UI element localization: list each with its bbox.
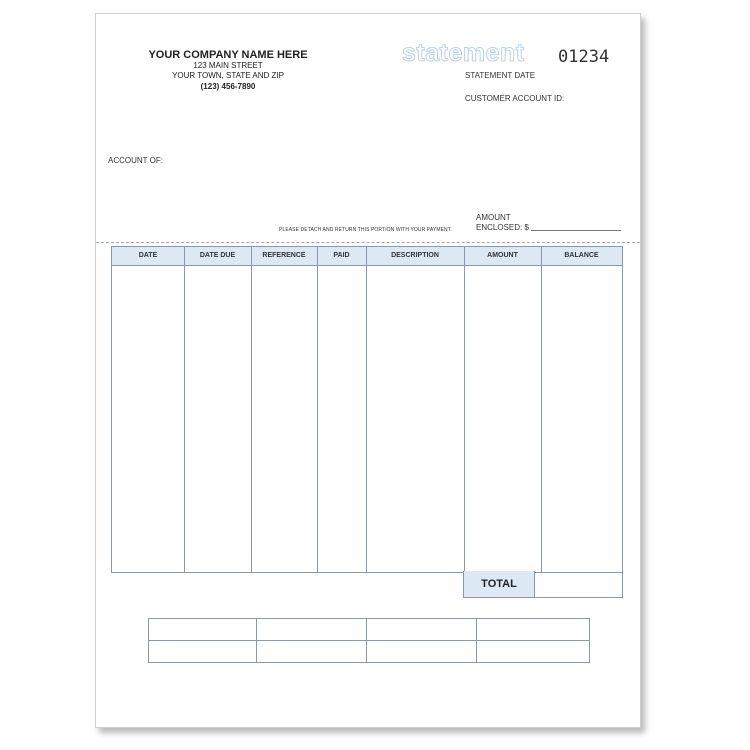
amount-enclosed-line [531, 230, 621, 231]
col-description: DESCRIPTION [391, 252, 439, 259]
col-date-due: DATE DUE [199, 252, 236, 259]
col-reference: REFERENCE [262, 252, 306, 259]
col-balance: BALANCE [564, 252, 599, 259]
col-date: DATE [138, 252, 158, 259]
company-phone: (123) 456-7890 [200, 81, 256, 91]
statement-date-label: STATEMENT DATE [465, 71, 536, 80]
form-number: 01234 [558, 47, 610, 67]
total-label: TOTAL [464, 571, 535, 597]
column-divider [541, 247, 542, 572]
column-divider [464, 247, 465, 572]
form-title: statement [402, 39, 525, 67]
col-paid: PAID [333, 252, 350, 259]
stub-column-divider [476, 619, 477, 662]
column-divider [317, 247, 318, 572]
total-box [463, 571, 623, 598]
bottom-stub-grid [148, 618, 590, 663]
column-divider [366, 247, 367, 572]
stub-row-divider [149, 640, 589, 641]
stub-column-divider [366, 619, 367, 662]
company-street: 123 MAIN STREET [193, 60, 263, 70]
statement-form [95, 13, 641, 728]
account-of-label: ACCOUNT OF: [108, 156, 163, 165]
company-name: YOUR COMPANY NAME HERE [148, 49, 308, 61]
col-amount: AMOUNT [487, 252, 518, 259]
company-block [96, 50, 360, 92]
customer-account-label: CUSTOMER ACCOUNT ID: [465, 94, 565, 103]
column-divider [184, 247, 185, 572]
perforation-line [96, 242, 640, 243]
company-city: YOUR TOWN, STATE AND ZIP [172, 71, 284, 80]
column-divider [251, 247, 252, 572]
stub-column-divider [256, 619, 257, 662]
amount-label: AMOUNT [476, 213, 511, 222]
enclosed-label: ENCLOSED: $ [476, 223, 529, 232]
detach-note: PLEASE DETACH AND RETURN THIS PORTION WITH YOUR PAYMENT. [279, 227, 452, 233]
statement-table [111, 246, 623, 573]
